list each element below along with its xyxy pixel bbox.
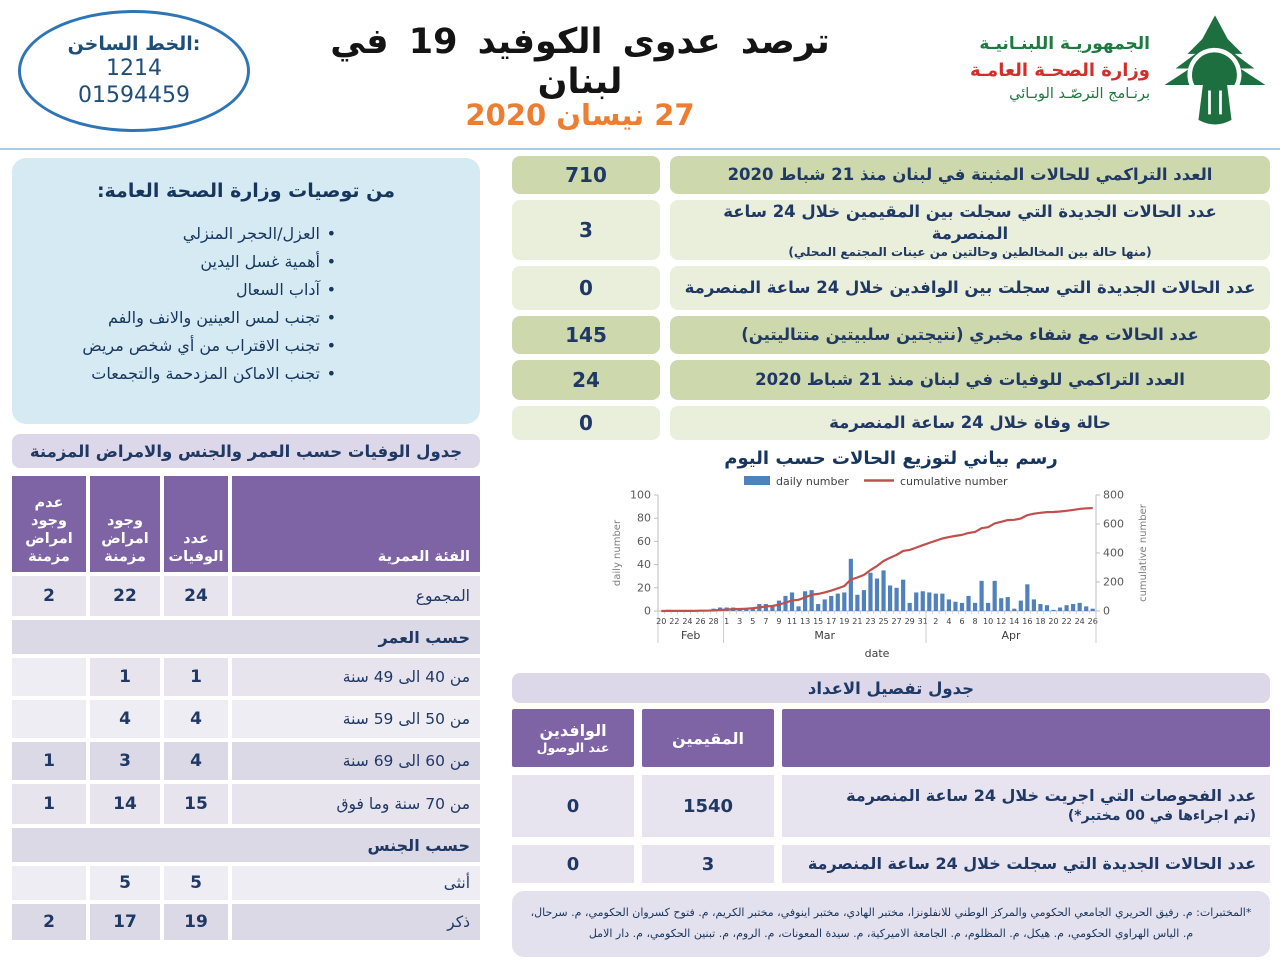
- stat-row-cumulative-deaths: [512, 360, 1270, 400]
- svg-text:22: 22: [1061, 617, 1072, 626]
- svg-text:40: 40: [637, 558, 651, 572]
- svg-text:11: 11: [786, 617, 798, 626]
- stat-label-text: العدد التراكمي للحالات المثبتة في لبنان منذ 21 شباط 2020: [727, 164, 1213, 184]
- svg-text:8: 8: [972, 617, 978, 626]
- table-row-label: المجموع: [232, 576, 480, 616]
- svg-text:21: 21: [852, 617, 863, 626]
- svg-text:22: 22: [669, 617, 680, 626]
- svg-text:29: 29: [904, 617, 915, 626]
- stat-value: 0: [512, 266, 660, 310]
- svg-text:Mar: Mar: [814, 629, 836, 642]
- table-cell: 4: [164, 700, 228, 738]
- svg-text:18: 18: [1035, 617, 1046, 626]
- stat-row-new-deaths: [512, 406, 1270, 440]
- stat-value: 145: [512, 316, 660, 354]
- table-section-by-age: حسب العمر: [12, 620, 480, 654]
- table-cell: 2: [12, 576, 86, 616]
- svg-text:23: 23: [865, 617, 876, 626]
- details-table: [512, 709, 1270, 883]
- ministry-logo-block: [970, 8, 1270, 130]
- report-date: 27 نيسان 2020: [465, 98, 695, 132]
- ministry-text: [970, 32, 1150, 106]
- stat-label-text: عدد الحالات مع شفاء مخبري (نتيجتين سلبيتين متتاليتين): [741, 324, 1199, 344]
- chart-container: [512, 471, 1270, 671]
- table-cell: 2: [12, 904, 86, 940]
- svg-text:60: 60: [637, 534, 651, 548]
- svg-text:20: 20: [656, 617, 667, 626]
- stat-label-text: عدد الحالات الجديدة التي سجلت بين المقيمين خلال 24 ساعة المنصرمة: [723, 201, 1217, 243]
- ministry-line-program: برنـامج الترصّـد الوبـائي: [1009, 86, 1150, 103]
- table-cell: 1: [12, 784, 86, 824]
- svg-text:10: 10: [983, 617, 994, 626]
- stat-value: 24: [512, 360, 660, 400]
- svg-text:100: 100: [630, 488, 651, 502]
- col-header-arrivals: [512, 709, 634, 767]
- stat-row-new-arrival-cases: [512, 266, 1270, 310]
- svg-text:17: 17: [826, 617, 837, 626]
- stat-label-text: العدد التراكمي للوفيات في لبنان منذ 21 شباط 2020: [755, 369, 1185, 389]
- stat-value: 0: [512, 406, 660, 440]
- svg-text:28: 28: [708, 617, 719, 626]
- table-row-label: ذكر: [232, 904, 480, 940]
- table-cell: 22: [90, 576, 160, 616]
- row-label-text: عدد الحالات الجديدة التي سجلت خلال 24 ساعة المنصرمة: [807, 853, 1256, 873]
- svg-text:25: 25: [878, 617, 889, 626]
- row-label-text: عدد الفحوصات التي اجريت خلال 24 ساعة المنصرمة: [846, 786, 1256, 805]
- table-cell: [12, 866, 86, 900]
- table-cell: 3: [642, 845, 774, 883]
- left-column: [12, 158, 480, 940]
- svg-text:daily number: daily number: [612, 519, 623, 587]
- col-header-arrivals-main: الوافدين: [539, 721, 607, 740]
- recommendation-item: • آداب السعال: [38, 276, 336, 304]
- svg-text:daily number: daily number: [776, 475, 849, 488]
- table-cell: 19: [164, 904, 228, 940]
- hotline-title: الخط الساخن:: [67, 32, 201, 55]
- ministry-line-republic: الجمهوريـة اللبنـانيـة: [979, 33, 1150, 54]
- svg-text:27: 27: [891, 617, 902, 626]
- svg-text:26: 26: [1087, 617, 1098, 626]
- svg-text:400: 400: [1103, 546, 1124, 560]
- svg-text:19: 19: [839, 617, 850, 626]
- col-header-residents: المقيمين: [642, 709, 774, 767]
- svg-text:Feb: Feb: [680, 629, 701, 642]
- svg-text:cumulative number: cumulative number: [1138, 504, 1149, 602]
- svg-text:7: 7: [763, 617, 769, 626]
- table-cell: 1540: [642, 775, 774, 837]
- table-row-label: من 50 الى 59 سنة: [232, 700, 480, 738]
- col-header-blank: [782, 709, 1270, 767]
- svg-text:cumulative number: cumulative number: [900, 475, 1008, 488]
- stat-label: [670, 406, 1270, 440]
- hotline-badge: [18, 10, 250, 132]
- deaths-table: [12, 476, 480, 940]
- stat-row-recovered: [512, 316, 1270, 354]
- svg-text:80: 80: [637, 511, 651, 525]
- col-header-age-group: الفئة العمرية: [232, 476, 480, 572]
- svg-text:800: 800: [1103, 488, 1124, 502]
- recommendation-item: • تجنب لمس العينين والانف والفم: [38, 304, 336, 332]
- stat-label: [670, 316, 1270, 354]
- col-header-deaths: عدد الوفيات: [164, 476, 228, 572]
- table-row-label: [782, 775, 1270, 837]
- recommendation-item: • العزل/الحجر المنزلي: [38, 220, 336, 248]
- svg-text:Apr: Apr: [1001, 629, 1021, 642]
- table-cell: [12, 700, 86, 738]
- stat-label-text: عدد الحالات الجديدة التي سجلت بين الوافدين خلال 24 ساعة المنصرمة: [684, 277, 1256, 297]
- stat-label: [670, 360, 1270, 400]
- svg-text:6: 6: [959, 617, 965, 626]
- stat-row-cumulative-cases: [512, 156, 1270, 194]
- table-cell: 4: [164, 742, 228, 780]
- table-section-by-gender: حسب الجنس: [12, 828, 480, 862]
- svg-text:1: 1: [724, 617, 730, 626]
- svg-text:24: 24: [1074, 617, 1085, 626]
- table-cell: 5: [90, 866, 160, 900]
- svg-text:date: date: [864, 647, 890, 660]
- table-cell: 15: [164, 784, 228, 824]
- table-cell: 4: [90, 700, 160, 738]
- svg-text:200: 200: [1103, 575, 1124, 589]
- stat-row-new-resident-cases: [512, 200, 1270, 260]
- table-cell: 14: [90, 784, 160, 824]
- svg-text:15: 15: [813, 617, 824, 626]
- svg-text:13: 13: [799, 617, 811, 626]
- col-header-no-chronic: عدم وجود امراض مزمنة: [12, 476, 86, 572]
- svg-text:20: 20: [637, 581, 651, 595]
- table-cell: 3: [90, 742, 160, 780]
- col-header-chronic: وجود امراض مزمنة: [90, 476, 160, 572]
- cedar-tree-icon: [1160, 8, 1270, 130]
- daily-cases-chart: [512, 471, 1270, 671]
- svg-text:24: 24: [682, 617, 693, 626]
- header-divider: [0, 148, 1280, 150]
- svg-text:600: 600: [1103, 517, 1124, 531]
- deaths-table-title: جدول الوفيات حسب العمر والجنس والامراض المزمنة: [12, 434, 480, 468]
- stat-value: 710: [512, 156, 660, 194]
- stat-label: [670, 266, 1270, 310]
- table-cell: 1: [164, 658, 228, 696]
- svg-text:4: 4: [946, 617, 952, 626]
- svg-text:0: 0: [644, 604, 651, 618]
- svg-text:20: 20: [1048, 617, 1059, 626]
- recommendation-item: • أهمية غسل اليدين: [38, 248, 336, 276]
- table-cell: 1: [12, 742, 86, 780]
- svg-text:16: 16: [1022, 617, 1033, 626]
- svg-text:31: 31: [917, 617, 928, 626]
- stat-label-note: (منها حالة بين المخالطين وحالتين من عينات المجتمع المحلي): [788, 245, 1152, 260]
- right-column: [512, 156, 1270, 957]
- row-label-note: (تم اجراءها في 00 مختبر*): [1067, 808, 1256, 825]
- svg-text:12: 12: [996, 617, 1007, 626]
- stat-value: 3: [512, 200, 660, 260]
- stat-label-text: حالة وفاة خلال 24 ساعة المنصرمة: [829, 412, 1111, 432]
- table-cell: [12, 658, 86, 696]
- table-cell: 1: [90, 658, 160, 696]
- stat-label: [670, 156, 1270, 194]
- labs-footnote: *المختبرات: م. رفيق الحريري الجامعي الحكومي والمركز الوطني للانفلونزا، مختبر الهادي، مختبر اينوفي، مختبر الكريم، م. فتوح كسروان الحكومي، م. سرحال، م. الياس الهراوي الحكومي، م. هيكل، م. المظلوم، م. الجامعة الاميركية، م. سيدة المعونات، م. الروم، م. تبنين الحكومي، م. دار الامل: [512, 891, 1270, 957]
- svg-text:3: 3: [737, 617, 743, 626]
- chart-title: رسم بياني لتوزيع الحالات حسب اليوم: [724, 448, 1058, 469]
- col-header-arrivals-sub: عند الوصول: [536, 740, 610, 755]
- recommendation-item: • تجنب الاماكن المزدحمة والتجمعات: [38, 360, 336, 388]
- svg-text:9: 9: [776, 617, 782, 626]
- table-row-label: أنثى: [232, 866, 480, 900]
- table-row-label: من 40 الى 49 سنة: [232, 658, 480, 696]
- table-row-label: من 60 الى 69 سنة: [232, 742, 480, 780]
- svg-text:5: 5: [750, 617, 756, 626]
- table-row-label: من 70 سنة وما فوق: [232, 784, 480, 824]
- stat-label: [670, 200, 1270, 260]
- hotline-number-long: 01594459: [78, 83, 190, 108]
- recommendations-list: [38, 220, 454, 388]
- page-title: ترصد عدوى الكوفيد 19 في لبنان: [330, 22, 830, 102]
- recommendations-box: [12, 158, 480, 424]
- table-cell: 0: [512, 775, 634, 837]
- table-cell: 17: [90, 904, 160, 940]
- table-cell: 5: [164, 866, 228, 900]
- svg-text:14: 14: [1009, 617, 1020, 626]
- recommendation-item: • تجنب الاقتراب من أي شخص مريض: [38, 332, 336, 360]
- svg-text:0: 0: [1103, 604, 1110, 618]
- details-table-title: جدول تفصيل الاعداد: [512, 673, 1270, 703]
- table-cell: 24: [164, 576, 228, 616]
- table-cell: 0: [512, 845, 634, 883]
- recommendations-title: من توصيات وزارة الصحة العامة:: [96, 180, 396, 202]
- table-row-label: [782, 845, 1270, 883]
- ministry-line-moph: وزارة الصحـة العامـة: [969, 60, 1150, 82]
- svg-text:2: 2: [933, 617, 939, 626]
- hotline-number-short: 1214: [106, 55, 162, 81]
- svg-text:26: 26: [695, 617, 706, 626]
